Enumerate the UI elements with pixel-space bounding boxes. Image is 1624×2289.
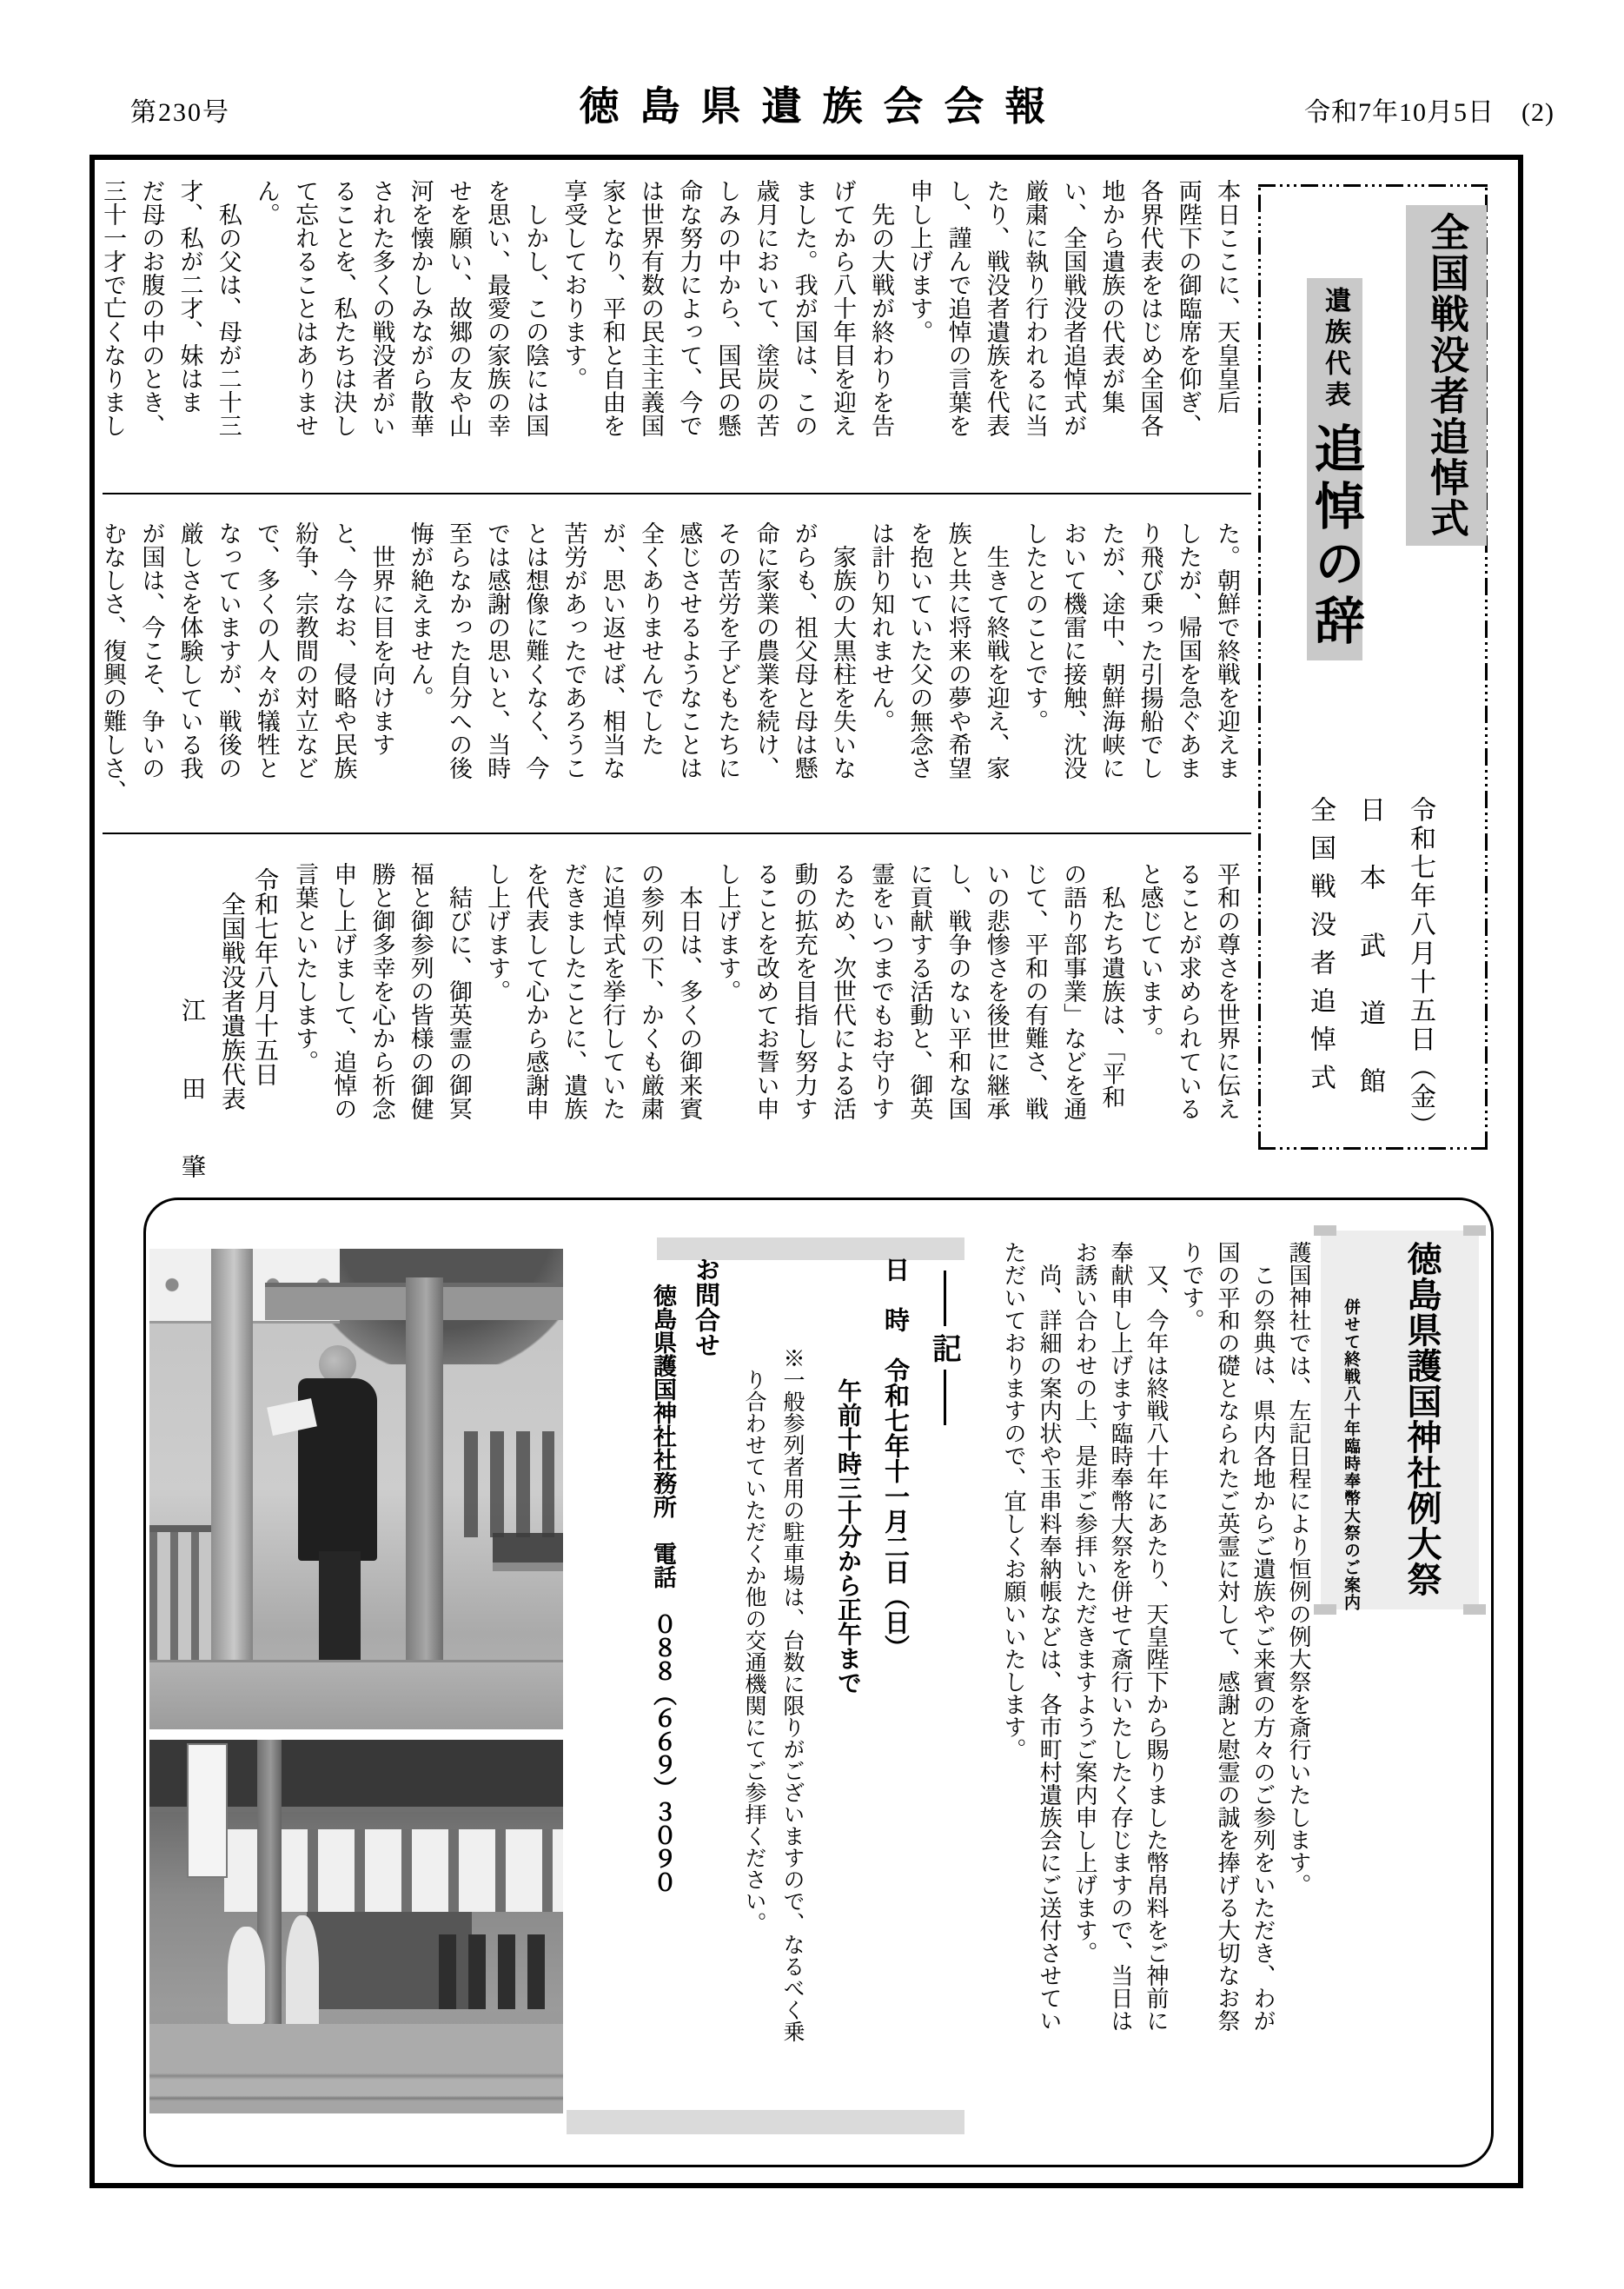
photo-pillar (406, 1277, 443, 1695)
text-column: 歳月において、塗炭の苦 (752, 179, 779, 437)
text-column: を代表して心から感謝申 (522, 862, 549, 1120)
photo-vertical-banner (187, 1743, 228, 1878)
text-column: たが、途中、朝鮮海峡に (1098, 521, 1125, 780)
photo-pillar (211, 1249, 253, 1695)
text-column: むなしさ、復興の難しさ、 (100, 521, 127, 803)
text-column: では感謝の思いと、当時 (484, 521, 511, 780)
notice-bottom-bar (567, 2110, 964, 2134)
text-column: を思い、最愛の家族の幸 (484, 179, 511, 437)
text-column: 厳しさを体験している我 (176, 521, 203, 780)
photo-steps-floor (149, 2024, 563, 2113)
ceremony-date: 令和七年八月十五日（金） (1406, 796, 1435, 1140)
text-column: を抱いていた父の無念さ (906, 521, 933, 780)
text-column: だきましたことに、遺族 (560, 862, 587, 1120)
text-column: 才、私が二才、妹はま (176, 179, 203, 414)
text-column: 命に家業の農業を続け、 (752, 521, 779, 780)
text-column: た。朝鮮で終戦を迎えま (1214, 521, 1240, 780)
panel-corner-ornament (1314, 1604, 1336, 1615)
text-column: ただいておりますので、宜しくお願いいたします。 (1001, 1241, 1026, 1761)
text-column: し、戦争のない平和な国 (945, 862, 971, 1120)
photo-offering-stand (493, 1533, 563, 1570)
text-column: 霊をいつまでもお守りす (868, 862, 895, 1120)
text-column: ました。我が国は、この (791, 179, 818, 437)
text-column: 紛争、宗教間の対立など (292, 521, 319, 780)
title-frame-border-left (1258, 184, 1261, 1149)
text-column: げてから八十年目を迎え (829, 179, 856, 437)
signature-organization: 全国戦没者遺族代表 (218, 867, 245, 1111)
panel-corner-ornament (1463, 1604, 1486, 1615)
text-column: 生きて終戦を迎え、家 (983, 521, 1010, 780)
text-column: された多くの戦没者がい (368, 179, 395, 437)
signature-name: 江 田 肇 (178, 867, 205, 1180)
text-column: し上げます。 (484, 862, 511, 1003)
text-column: り飛び乗った引揚船でし (1137, 521, 1163, 780)
text-column: りです。 (1179, 1241, 1204, 1331)
text-column: 厳粛に執り行われるに当 (1021, 179, 1048, 437)
text-column: 両陛下の御臨席を仰ぎ、 (1175, 179, 1202, 437)
text-column: だ母のお腹の中のとき、 (138, 179, 165, 437)
text-column: 族と共に将来の夢や希望 (945, 521, 971, 780)
ki-label: 記 (927, 1333, 961, 1363)
article2-body-text (995, 1241, 1316, 2119)
shrine-ceremony-photo-speaker (149, 1249, 563, 1729)
text-column: と感じています。 (1137, 862, 1163, 1050)
text-column: 家族の大黒柱を失いな (829, 521, 856, 780)
photo-priest-figure (286, 1915, 319, 2031)
text-column: 命な努力によって、今で (676, 179, 703, 437)
text-column: 結びに、御英霊の御冥 (445, 862, 472, 1120)
photo-speaker-head (319, 1345, 356, 1383)
notice-datetime-line: 日 時 令和七年十一月二日（日） (881, 1257, 909, 1660)
text-column: 至らなかった自分への後 (445, 521, 472, 780)
text-column: し上げます。 (714, 862, 741, 1003)
text-column: 私たち遺族は、「平和 (1098, 862, 1125, 1109)
band-divider-rule-2 (103, 833, 1251, 834)
text-column: 全くありませんでした (637, 521, 664, 756)
text-column: 尚、詳細の案内状や玉串料奉納帳などは、各市町村遺族会にご送付させてい (1037, 1241, 1062, 2032)
text-column: の語り部事業」などを通 (1060, 862, 1087, 1120)
text-column: お誘い合わせの上、是非ご参拝いただきますようご案内申し上げます。 (1072, 1241, 1097, 1964)
text-column: 河を懐かしみながら散華 (407, 179, 434, 437)
text-column: おいて機雷に接触、沈没 (1060, 521, 1087, 780)
text-column: て忘れることはありませ (292, 179, 319, 437)
shrine-hall-photo (149, 1740, 563, 2113)
text-column: 本日ここに、天皇皇后 (1214, 179, 1240, 414)
text-column: がらも、祖父母と母は懸 (791, 521, 818, 780)
title-frame-border-bottom (1258, 1147, 1488, 1150)
ki-rule-bottom (944, 1370, 946, 1425)
ceremony-venue: 日 本 武 道 館 (1356, 796, 1384, 1101)
text-column: 苦労があったであろうこ (560, 521, 587, 780)
text-column: 享受しております。 (560, 179, 587, 390)
article1-headline: 全国戦没者追悼式 (1406, 205, 1487, 546)
text-column: し、謹んで追悼の言葉を (945, 179, 971, 437)
title-frame-border-top (1258, 184, 1488, 187)
text-column: 先の大戦が終わりを告 (868, 179, 895, 437)
ki-rule-top (944, 1271, 946, 1326)
text-column: 本日は、多くの御来賓 (676, 862, 703, 1120)
article2-headline: 徳島県護国神社例大祭 (1402, 1241, 1441, 1597)
text-column: 三十一才で亡くなりまし (100, 179, 127, 437)
text-column: したとのことです。 (1021, 521, 1048, 733)
text-column: い、全国戦没者追悼式が (1060, 179, 1087, 437)
text-column: たり、戦没者遺族を代表 (983, 179, 1010, 437)
notice-ki-heading (926, 1271, 963, 1425)
text-column: 護国神社では、左記日程により恒例の例大祭を斎行いたします。 (1286, 1241, 1311, 1896)
text-column: るため、次世代による活 (829, 862, 856, 1120)
newsletter-title: 徳島県遺族会会報 (579, 84, 1066, 129)
text-column: 勝と御多幸を心から祈念 (368, 862, 395, 1120)
text-column: この祭典は、県内各地からご遺族やご来賓の方々のご参列をいただき、わが (1250, 1241, 1276, 2032)
text-column: 奉献申し上げます臨時奉幣大祭を併せて斎行いたしたく存じますので、当日は (1108, 1241, 1133, 2032)
text-column: が国は、今こそ、争いの (138, 521, 165, 780)
photo-stone-floor (149, 1660, 563, 1729)
article1-role-label: 遺族代表 (1321, 287, 1349, 412)
text-column: ることを改めてお誓い申 (752, 862, 779, 1120)
text-column: せを願い、故郷の友や山 (445, 179, 472, 437)
text-column: いの悲惨さを後世に継承 (983, 862, 1010, 1120)
text-column: じて、平和の有難さ、戦 (1021, 862, 1048, 1120)
text-column: に貢献する活動と、御英 (906, 862, 933, 1120)
photo-priest-figure (228, 1927, 265, 2024)
notice-parking-note-line1: ※一般参列者用の駐車場は、台数に限りがございますので、なるべく乗 (780, 1260, 805, 2042)
panel-corner-ornament (1463, 1225, 1486, 1236)
text-column: 地から遺族の代表が集 (1098, 179, 1125, 414)
memorial-address-band-2 (92, 521, 1246, 852)
text-column: は計り知れません。 (868, 521, 895, 733)
text-column: 動の拡充を目指し努力す (791, 862, 818, 1120)
text-column: 世界に目を向けます (368, 521, 395, 756)
text-column: しみの中から、国民の懸 (714, 179, 741, 437)
text-column: に追悼式を挙行していた (599, 862, 626, 1120)
notice-contact-phone: 徳島県護国神社社務所 電話 ０８８（６６９）３０９０ (650, 1260, 676, 1894)
text-column: ることが求められている (1175, 862, 1202, 1120)
signature-date: 令和七年八月十五日 (251, 867, 278, 1086)
photo-attendees (464, 1431, 555, 1537)
text-column: 各界代表をはじめ全国各 (1137, 179, 1163, 437)
text-column: ることを、私たちは決し (330, 179, 357, 437)
text-column: の参列の下、かくも厳粛 (637, 862, 664, 1120)
text-column: 申し上げまして、追悼の (330, 862, 357, 1120)
text-column: しかし、この陰には国 (522, 179, 549, 437)
text-column: は世界有数の民主主義国 (637, 179, 664, 437)
text-column: 悔が絶えません。 (407, 521, 434, 709)
notice-time-line: 午前十時三十分から正午まで (835, 1257, 862, 1695)
text-column: ん。 (253, 179, 280, 226)
text-column: とは想像に難くなく、今 (522, 521, 549, 780)
text-column: で、多くの人々が犠牲と (253, 521, 280, 780)
text-column: なっていますが、戦後の (215, 521, 242, 780)
memorial-address-band-1 (92, 179, 1246, 509)
text-column: 感じさせるようなことは (676, 521, 703, 780)
photo-seated-attendees (439, 1934, 547, 2009)
text-column: 家となり、平和と自由を (599, 179, 626, 437)
article1-subheadline: 追悼の辞 (1307, 422, 1363, 652)
issue-number: 第230号 (130, 98, 230, 127)
ceremony-event-name: 全国戦没者追悼式 (1306, 796, 1335, 1102)
text-column: 申し上げます。 (906, 179, 933, 343)
text-column: 国の平和の礎となられたご英霊に対して、感謝と慰霊の誠を捧げる大切なお祭 (1215, 1241, 1240, 2032)
text-column: したが、帰国を急ぐあま (1175, 521, 1202, 780)
text-column: が、思い返せば、相当な (599, 521, 626, 780)
publication-date: 令和7年10月5日 (2) (1304, 98, 1554, 127)
article2-subheadline: 併せて終戦八十年臨時奉幣大祭のご案内 (1342, 1298, 1360, 1611)
text-column: 私の父は、母が二十三 (215, 179, 242, 437)
text-column: その苦労を子どもたちに (714, 521, 741, 780)
band-divider-rule-1 (103, 493, 1251, 494)
text-column: 言葉といたします。 (292, 862, 319, 1073)
notice-parking-note-line2: り合わせていただくか他の交通機関にてご参拝ください。 (742, 1260, 766, 1934)
text-column: 又、今年は終戦八十年にあたり、天皇陛下から賜りました幣帛料をご神前に (1143, 1241, 1169, 2032)
text-column: と、今なお、侵略や民族 (330, 521, 357, 780)
panel-corner-ornament (1314, 1225, 1336, 1236)
article1-subheadline-block (1307, 278, 1362, 660)
notice-contact-label: お問合せ (692, 1257, 719, 1357)
text-column: 平和の尊さを世界に伝え (1214, 862, 1240, 1120)
text-column: 福と御参列の皆様の御健 (407, 862, 434, 1120)
